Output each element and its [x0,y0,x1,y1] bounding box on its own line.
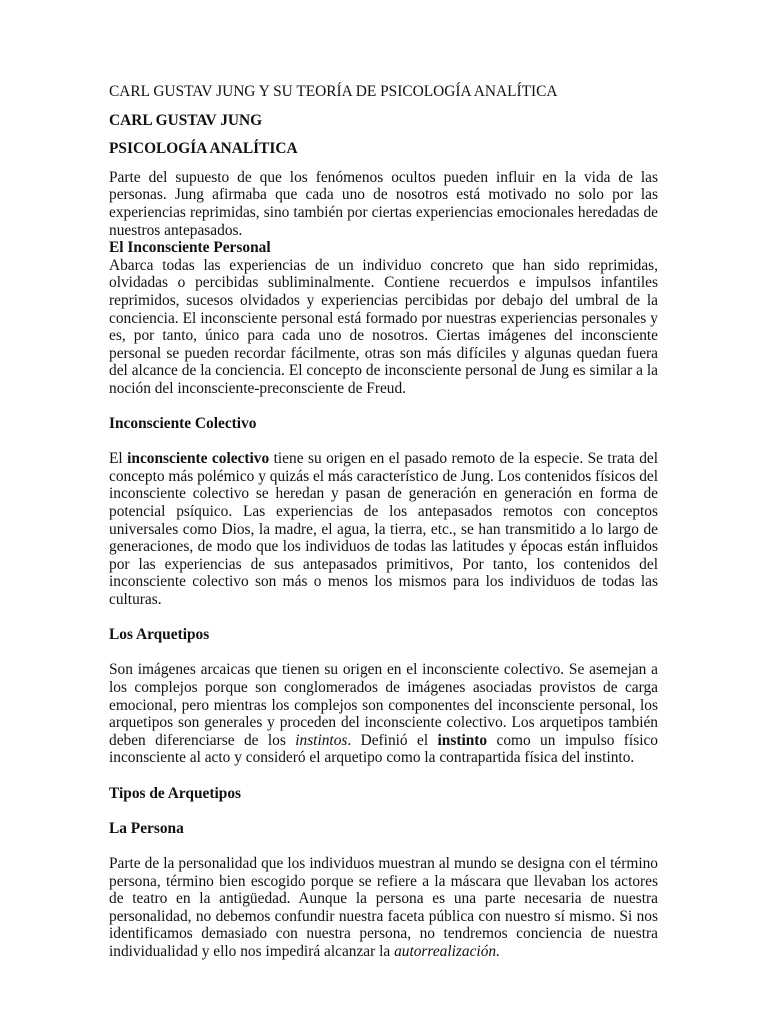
section-heading: PSICOLOGÍA ANALÍTICA [109,140,298,158]
intro-paragraph: Parte del supuesto de que los fenómenos ocultos pueden influir en la vida de las personas. Jung afirmaba que cada uno de nosotros está motivado no solo por las experiencias reprimidas, sino también por ciertas experiencias emocionales heredadas de nuestros antepasados. [109,168,658,239]
collective-unconscious-paragraph [109,450,658,608]
archetypes-part2: . Definió el [347,731,438,749]
archetypes-paragraph [109,661,658,767]
collective-bold-term: inconsciente colectivo [127,450,270,468]
document-title: CARL GUSTAV JUNG Y SU TEORÍA DE PSICOLOGÍA ANALÍTICA [109,83,558,100]
personal-unconscious-paragraph: Abarca todas las experiencias de un individuo concreto que han sido reprimidas, olvidadas o percibidas subliminalmente. Contiene recuerdos e impulsos infantiles reprimidos, sucesos olvidados y experiencias percibidas por debajo del umbral de la conciencia. El inconsciente personal está formado por nuestras experiencias personales y es, por tanto, único para cada uno de nosotros. Ciertas imágenes del inconsciente personal se pueden recordar fácilmente, otras son más difíciles y algunas quedan fuera del alcance de la conciencia. El concepto de inconsciente personal de Jung es similar a la noción del inconsciente-preconsciente de Freud. [109,256,658,397]
collective-rest: tiene su origen en el pasado remoto de la especie. Se trata del concepto más polémico y quizás el más característico de Jung. Los contenidos físicos del inconsciente colectivo se heredan y pasan de generación en generación en forma de potencial psíquico. Las experiencias de los antepasados remotos con conceptos universales como Dios, la madre, el agua, la tierra, etc., se han transmitido a lo largo de generaciones, de modo que los individuos de todas las latitudes y épocas están influidos por las experiencias de sus antepasados primitivos, Por tanto, los contenidos del inconsciente colectivo son más o menos los mismos para los individuos de todas las culturas. [109,450,658,609]
archetypes-part3: como un impulso físico inconsciente al acto y consideró el arquetipo como la contrapartida física del instinto. [109,731,658,767]
name-heading: CARL GUSTAV JUNG [109,111,263,129]
persona-part1: Parte de la personalidad que los individuos muestran al mundo se designa con el término persona, término bien escogido porque se refiere a la máscara que llevaban los actores de teatro en la antigüedad. Aunque la persona es una parte necesaria de nuestra personalidad, no debemos confundir nuestra faceta pública con nuestro sí mismo. Si nos identificamos demasiado con nuestra persona, no tendremos conciencia de nuestra individualidad y ello nos impedirá alcanzar la [109,854,658,960]
persona-italic-term: autorrealización. [394,942,500,960]
persona-paragraph [109,855,658,961]
archetypes-part1: Son imágenes arcaicas que tienen su origen en el inconsciente colectivo. Se asemejan a los complejos porque son conglomerados de imágenes asociadas provistos de carga emocional, pero mientras los complejos son componentes del inconsciente personal, los arquetipos son generales y proceden del inconsciente colectivo. Los arquetipos también deben diferenciarse de los [109,661,658,749]
archetypes-bold-term: instinto [437,731,488,749]
archetypes-heading: Los Arquetipos [109,626,210,644]
archetypes-italic-term: instintos [295,731,348,749]
persona-heading: La Persona [109,819,184,837]
personal-unconscious-heading: El Inconsciente Personal [109,239,271,257]
collective-lead: El [109,450,128,468]
collective-unconscious-heading: Inconsciente Colectivo [109,415,257,433]
archetype-types-heading: Tipos de Arquetipos [109,784,242,802]
